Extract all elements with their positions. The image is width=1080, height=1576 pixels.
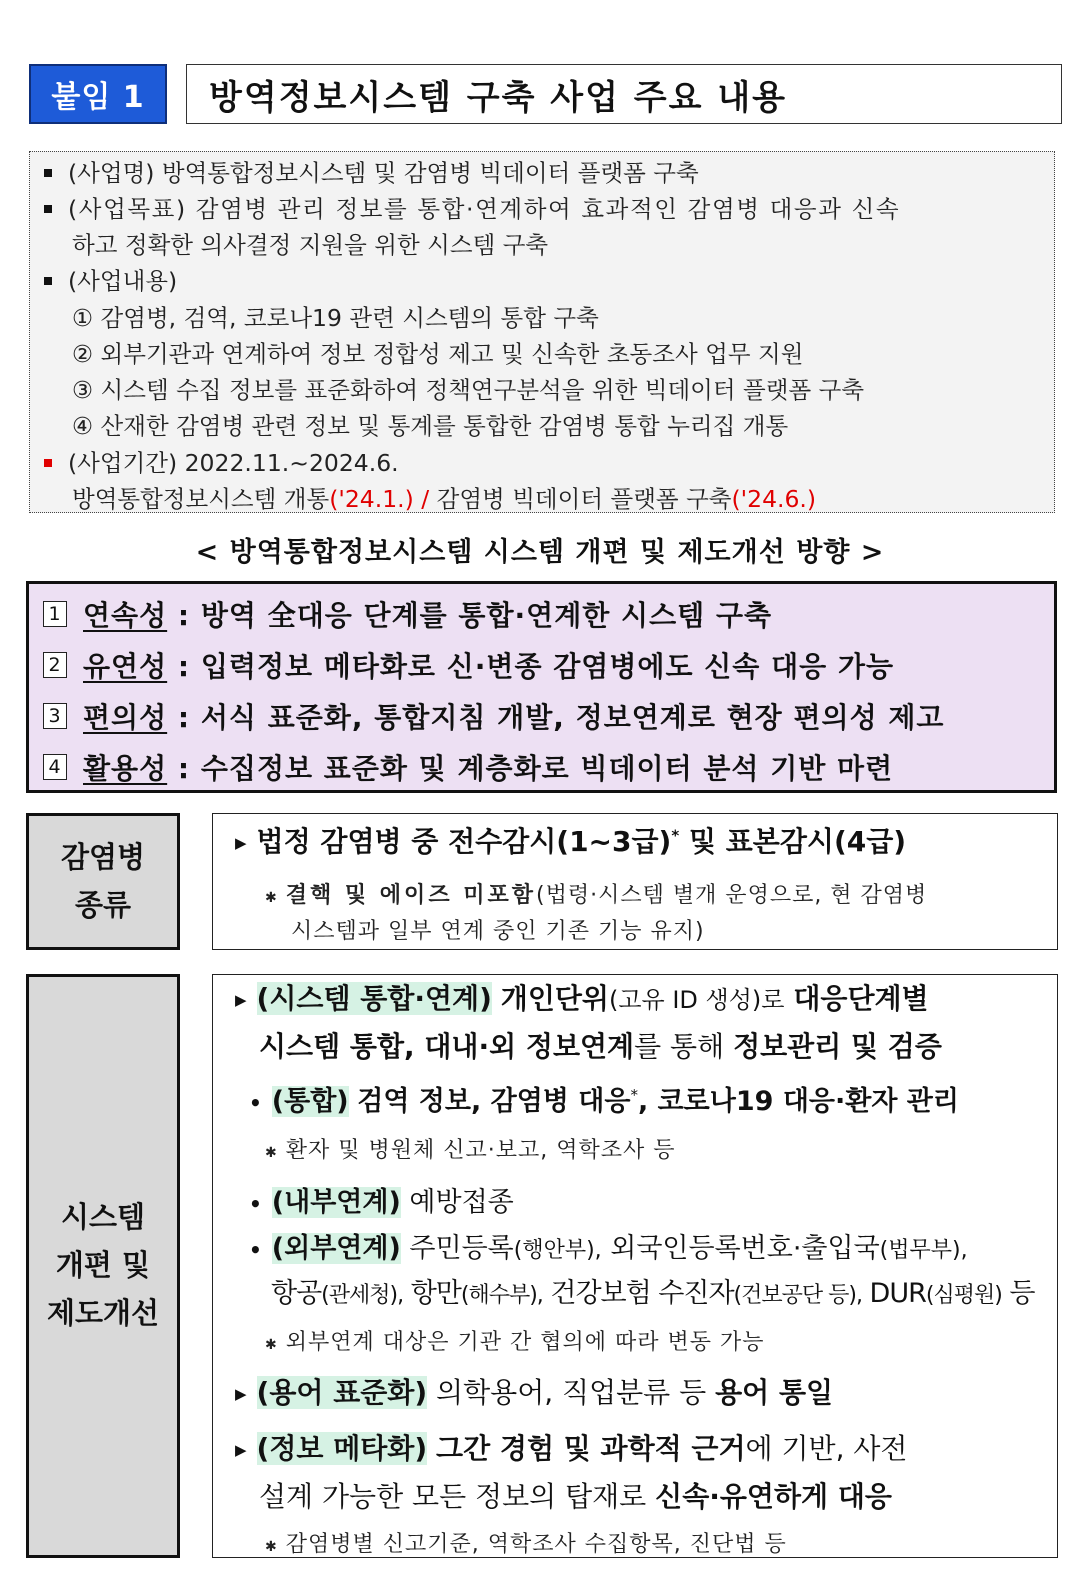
period-detail-system-date: ('24.1.) /	[329, 485, 430, 513]
summary-period: (사업기간) 2022.11.~2024.6.	[68, 449, 399, 477]
summary-item: ④ 산재한 감염병 관련 정보 및 통계를 통합한 감염병 통합 누리집 개통	[72, 412, 789, 440]
principle-text: : 수집정보 표준화 및 계층화로 빅데이터 분석 기반 마련	[177, 752, 894, 785]
page-title: 방역정보시스템 구축 사업 주요 내용	[186, 64, 1062, 124]
dot-bullet-icon: •	[249, 1192, 262, 1216]
period-detail-platform: 감염병 빅데이터 플랫폼 구축	[436, 485, 732, 513]
period-detail-platform-date: ('24.6.)	[731, 485, 817, 513]
square-bullet-icon	[44, 205, 52, 213]
square-bullet-icon	[44, 459, 52, 467]
disease-types-box	[212, 813, 1058, 950]
label-line: 감염병	[60, 839, 146, 874]
reform-sub-internal: • (내부연계) 예방접종	[249, 1187, 514, 1218]
triangle-right-icon: ▶	[235, 834, 247, 852]
square-bullet-icon	[44, 169, 52, 177]
summary-item: ③ 시스템 수집 정보를 표준화하여 정책연구분석을 위한 빅데이터 플랫폼 구축	[72, 376, 865, 404]
summary-box	[29, 151, 1055, 513]
principle-key: 활용성	[83, 752, 168, 785]
principle-key: 편의성	[83, 701, 168, 734]
reform-sub-integration: • (통합) 검역 정보, 감염병 대응*, 코로나19 대응·환자 관리	[249, 1086, 959, 1117]
label-line: 제도개선	[46, 1295, 160, 1330]
summary-goal-line	[44, 190, 1044, 224]
number-box-icon: 3	[43, 703, 67, 729]
reform-bullet-terms: ▶ (용어 표준화) 의학용어, 직업분류 등 용어 통일	[235, 1376, 834, 1409]
principle-row	[43, 696, 944, 736]
principle-row	[43, 594, 772, 634]
principles-box	[26, 581, 1057, 793]
reform-sub-external-note: ✱ 외부연계 대상은 기관 간 협의에 따라 변동 가능	[265, 1330, 765, 1355]
principle-key: 연속성	[83, 599, 168, 632]
summary-name-line	[44, 154, 699, 188]
summary-goal-line2: 하고 정확한 의사결정 지원을 위한 시스템 구축	[72, 231, 549, 259]
reform-box	[212, 974, 1058, 1558]
triangle-right-icon: ▶	[235, 1441, 247, 1459]
summary-name: (사업명) 방역통합정보시스템 및 감염병 빅데이터 플랫폼 구축	[68, 159, 699, 187]
reform-sub-integration-note: ✱ 환자 및 병원체 신고·보고, 역학조사 등	[265, 1138, 676, 1163]
summary-period-detail	[72, 480, 816, 514]
reform-bullet-meta: ▶ (정보 메타화) 그간 경험 및 과학적 근거에 기반, 사전	[235, 1432, 908, 1465]
dot-bullet-icon: •	[249, 1238, 262, 1262]
note-bold: 결핵 및 에이즈 미포함	[285, 883, 536, 908]
label-line: 시스템	[60, 1200, 146, 1235]
summary-period-line	[44, 444, 399, 478]
reform-sub-external-line2: 항공(관세청), 항만(해수부), 건강보험 수진자(건보공단 등), DUR(심평원) 등	[271, 1278, 1035, 1309]
number-box-icon: 4	[43, 754, 67, 780]
reform-bullet-meta-note: ✱ 감염병별 신고기준, 역학조사 수집항목, 진단법 등	[265, 1532, 787, 1557]
disease-types-label	[26, 813, 180, 950]
disease-types-main: ▶ 법정 감염병 중 전수감시(1~3급)* 및 표본감시(4급)	[235, 825, 907, 858]
disease-types-note-line2: 시스템과 일부 연계 중인 기존 기능 유지)	[291, 919, 705, 944]
reform-label	[26, 974, 180, 1558]
summary-goal: (사업목표) 감염병 관리 정보를 통합·연계하여 효과적인 감염병 대응과 신속	[68, 195, 901, 223]
label-line: 개편 및	[55, 1248, 151, 1283]
reform-bullet-integration: ▶ (시스템 통합·연계) 개인단위(고유 ID 생성)로 대응단계별	[235, 982, 929, 1015]
reform-sub-external: • (외부연계) 주민등록(행안부), 외국인등록번호·출입국(법무부),	[249, 1233, 968, 1264]
principle-text: : 방역 全대응 단계를 통합·연계한 시스템 구축	[177, 599, 773, 632]
period-detail-system: 방역통합정보시스템 개통	[72, 485, 330, 513]
principle-text: : 서식 표준화, 통합지침 개발, 정보연계로 현장 편의성 제고	[177, 701, 945, 734]
reform-bullet-integration-line2: 시스템 통합, 대내·외 정보연계를 통해 정보관리 및 검증	[259, 1030, 942, 1063]
number-box-icon: 2	[43, 652, 67, 678]
principle-row	[43, 747, 893, 787]
summary-content-label: (사업내용)	[68, 267, 178, 295]
number-box-icon: 1	[43, 601, 67, 627]
summary-item: ② 외부기관과 연계하여 정보 정합성 제고 및 신속한 초동조사 업무 지원	[72, 340, 804, 368]
label-line: 종류	[74, 887, 132, 922]
section-subtitle: < 방역통합정보시스템 시스템 개편 및 제도개선 방향 >	[195, 537, 885, 568]
principle-row	[43, 645, 894, 685]
principle-text: : 입력정보 메타화로 신·변종 감염병에도 신속 대응 가능	[177, 650, 895, 683]
summary-content-label-line	[44, 262, 177, 296]
triangle-right-icon: ▶	[235, 991, 247, 1009]
reform-bullet-meta-line2: 설계 가능한 모든 정보의 탑재로 신속·유연하게 대응	[259, 1480, 892, 1513]
attachment-badge: 붙임 1	[29, 64, 167, 124]
square-bullet-icon	[44, 277, 52, 285]
asterisk-icon: *	[671, 826, 680, 845]
dot-bullet-icon: •	[249, 1091, 262, 1115]
asterisk-icon: *	[630, 1086, 638, 1104]
note-text: (법령·시스템 별개 운영으로, 현 감염병	[535, 883, 928, 908]
principle-key: 유연성	[83, 650, 168, 683]
disease-types-note: ✱ 결핵 및 에이즈 미포함(법령·시스템 별개 운영으로, 현 감염병	[265, 883, 928, 908]
triangle-right-icon: ▶	[235, 1385, 247, 1403]
summary-item: ① 감염병, 검역, 코로나19 관련 시스템의 통합 구축	[72, 304, 599, 332]
